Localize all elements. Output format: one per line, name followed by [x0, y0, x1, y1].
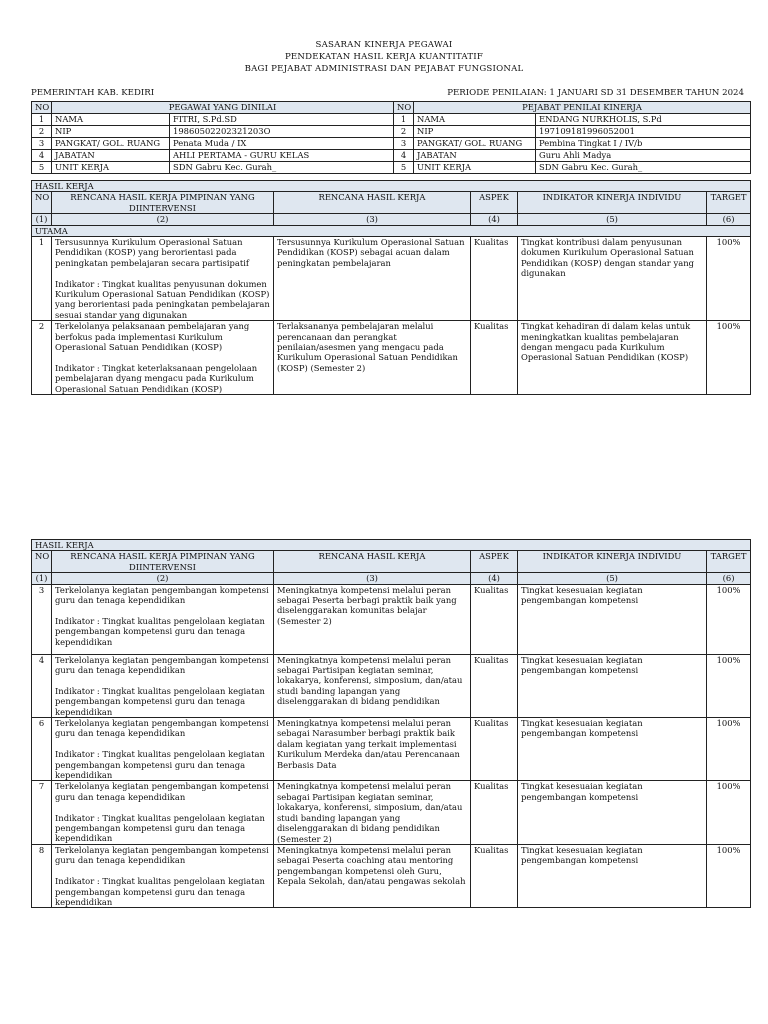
- performance-indicator: Tingkat kesesuaian kegiatan pengembangan kompetensi: [518, 781, 707, 844]
- row-no: 5: [32, 162, 52, 174]
- target: 100%: [707, 321, 751, 395]
- aspect: Kualitas: [471, 718, 518, 781]
- column-header: RENCANA HASIL KERJA PIMPINAN YANG DIINTERVENSI: [52, 551, 274, 573]
- work-plan: Meningkatnya kompetensi melalui peran sebagai Peserta coaching atau mentoring pengembangan kompetensi oleh Guru, Kepala Sekolah, dan/atau pengawas sekolah: [274, 844, 471, 907]
- target: 100%: [707, 584, 751, 654]
- row-no: 2: [394, 126, 414, 138]
- column-header: RENCANA HASIL KERJA: [274, 551, 471, 573]
- column-number: (5): [518, 573, 707, 584]
- leader-plan-cell: [52, 321, 274, 395]
- row-no: 8: [32, 844, 52, 907]
- row-no: 3: [32, 138, 52, 150]
- field-label: PANGKAT/ GOL. RUANG: [52, 138, 170, 150]
- performance-indicator: Tingkat kesesuaian kegiatan pengembangan kompetensi: [518, 844, 707, 907]
- assessor-position: Guru Ahli Madya: [536, 150, 751, 162]
- field-label: JABATAN: [52, 150, 170, 162]
- performance-indicator: Tingkat kesesuaian kegiatan pengembangan kompetensi: [518, 654, 707, 717]
- employee-nip: 19860502202321203O: [170, 126, 394, 138]
- target: 100%: [707, 718, 751, 781]
- leader-plan: Terkelolanya kegiatan pengembangan kompetensi guru dan tenaga kependidikan: [55, 844, 269, 866]
- field-label: NIP: [52, 126, 170, 138]
- column-number: (4): [471, 214, 518, 225]
- leader-plan-cell: [52, 781, 274, 844]
- employee-name: FITRI, S.Pd.SD: [170, 114, 394, 126]
- column-number: (6): [707, 214, 751, 225]
- performance-indicator: Tingkat kesesuaian kegiatan pengembangan kompetensi: [518, 718, 707, 781]
- column-number: (1): [32, 573, 52, 584]
- leader-plan: Tersusunnya Kurikulum Operasional Satuan Pendidikan (KOSP) yang berorientasi pada peningkatan pembelajaran secara partisipatif: [55, 237, 249, 268]
- column-header: RENCANA HASIL KERJA: [274, 192, 471, 214]
- identity-table: [31, 101, 751, 174]
- column-number: (3): [274, 573, 471, 584]
- column-number: (2): [52, 214, 274, 225]
- column-header: TARGET: [707, 551, 751, 573]
- employee-position: AHLI PERTAMA - GURU KELAS: [170, 150, 394, 162]
- row-no: 6: [32, 718, 52, 781]
- leader-indicator: Indikator : Tingkat kualitas pengelolaan kegiatan pengembangan kompetensi guru dan tenaga kependidikan: [55, 876, 265, 907]
- aspect: Kualitas: [471, 237, 518, 321]
- performance-indicator: Tingkat kesesuaian kegiatan pengembangan kompetensi: [518, 584, 707, 654]
- no-header: NO: [394, 102, 414, 114]
- assessor-unit: SDN Gabru Kec. Gurah_: [536, 162, 751, 174]
- section-label: HASIL KERJA: [32, 181, 751, 192]
- field-label: PANGKAT/ GOL. RUANG: [414, 138, 536, 150]
- aspect: Kualitas: [471, 584, 518, 654]
- row-no: 5: [394, 162, 414, 174]
- table-row: [32, 321, 751, 395]
- leader-plan: Terkelolanya pelaksanaan pembelajaran yang berfokus pada implementasi Kurikulum Operasional Satuan Pendidikan (KOSP): [55, 321, 250, 353]
- aspect: Kualitas: [471, 844, 518, 907]
- leader-indicator: Indikator : Tingkat kualitas pengelolaan kegiatan pengembangan kompetensi guru dan tenaga kependidikan: [55, 615, 265, 647]
- leader-indicator: Indikator : Tingkat kualitas pengelolaan kegiatan pengembangan kompetensi guru dan tenaga kependidikan: [55, 749, 265, 781]
- leader-plan-cell: [52, 654, 274, 717]
- agency-label: PEMERINTAH KAB. KEDIRI: [31, 88, 155, 98]
- leader-plan: Terkelolanya kegiatan pengembangan kompetensi guru dan tenaga kependidikan: [55, 584, 269, 606]
- assessment-period: PERIODE PENILAIAN: 1 JANUARI SD 31 DESEMBER TAHUN 2024: [447, 88, 744, 98]
- column-number: (1): [32, 214, 52, 225]
- leader-indicator: Indikator : Tingkat keterlaksanaan pengelolaan pembelajaran dyang mengacu pada Kurikulum Operasional Satuan Pendidikan (KOSP): [55, 362, 258, 394]
- field-label: UNIT KERJA: [52, 162, 170, 174]
- document-subtitle: PENDEKATAN HASIL KERJA KUANTITATIF: [284, 52, 484, 62]
- leader-plan-cell: [52, 237, 274, 321]
- row-no: 2: [32, 126, 52, 138]
- table-row: [32, 718, 751, 781]
- table-row: [32, 654, 751, 717]
- group-label: UTAMA: [32, 225, 751, 236]
- column-header: NO: [32, 192, 52, 214]
- assessor-nip: 197109181996052001: [536, 126, 751, 138]
- table-row: [32, 237, 751, 321]
- leader-plan-cell: [52, 718, 274, 781]
- target: 100%: [707, 781, 751, 844]
- row-no: 7: [32, 781, 52, 844]
- work-plan: Meningkatnya kompetensi melalui peran sebagai Peserta berbagi praktik baik yang diselenggarakan komunitas belajar (Semester 2): [274, 584, 471, 654]
- column-header: INDIKATOR KINERJA INDIVIDU: [518, 192, 707, 214]
- assessor-rank: Pembina Tingkat I / IV/b: [536, 138, 751, 150]
- target: 100%: [707, 237, 751, 321]
- column-number: (4): [471, 573, 518, 584]
- row-no: 4: [394, 150, 414, 162]
- table-row: [32, 781, 751, 844]
- aspect: Kualitas: [471, 781, 518, 844]
- leader-indicator: Indikator : Tingkat kualitas penyusunan dokumen Kurikulum Operasional Satuan Pendidikan (KOSP) yang berorientasi pada peningkatan pembelajaran sesuai standar yang digunakan: [55, 278, 270, 320]
- column-number: (6): [707, 573, 751, 584]
- aspect: Kualitas: [471, 654, 518, 717]
- document-title-block: [0, 39, 768, 75]
- work-results-table-continued: [31, 539, 751, 908]
- field-label: NAMA: [52, 114, 170, 126]
- column-header: TARGET: [707, 192, 751, 214]
- column-header: ASPEK: [471, 551, 518, 573]
- column-number: (3): [274, 214, 471, 225]
- leader-plan: Terkelolanya kegiatan pengembangan kompetensi guru dan tenaga kependidikan: [55, 718, 269, 739]
- assessor-name: ENDANG NURKHOLIS, S.Pd: [536, 114, 751, 126]
- field-label: NIP: [414, 126, 536, 138]
- column-header: ASPEK: [471, 192, 518, 214]
- work-plan: Meningkatnya kompetensi melalui peran sebagai Narasumber berbagi praktik baik dalam kegiatan yang terkait implementasi Kurikulum Merdeka dan/atau Perencanaan Berbasis Data: [274, 718, 471, 781]
- field-label: NAMA: [414, 114, 536, 126]
- work-plan: Tersusunnya Kurikulum Operasional Satuan Pendidikan (KOSP) sebagai acuan dalam peningkatan pembelajaran: [274, 237, 471, 321]
- column-number: (2): [52, 573, 274, 584]
- target: 100%: [707, 654, 751, 717]
- work-plan: Terlaksananya pembelajaran melalui perencanaan dan perangkat penilaian/asesmen yang mengacu pada Kurikulum Operasional Satuan Pendidikan (KOSP) (Semester 2): [274, 321, 471, 395]
- column-header: INDIKATOR KINERJA INDIVIDU: [518, 551, 707, 573]
- no-header: NO: [32, 102, 52, 114]
- target: 100%: [707, 844, 751, 907]
- document-title: SASARAN KINERJA PEGAWAI: [315, 40, 453, 50]
- identity-row: [32, 126, 751, 138]
- assessor-header: PEJABAT PENILAI KINERJA: [414, 102, 751, 114]
- employee-unit: SDN Gabru Kec. Gurah_: [170, 162, 394, 174]
- row-no: 1: [32, 114, 52, 126]
- field-label: UNIT KERJA: [414, 162, 536, 174]
- identity-row: [32, 138, 751, 150]
- document-subtitle-2: BAGI PEJABAT ADMINISTRASI DAN PEJABAT FUNGSIONAL: [244, 64, 524, 74]
- leader-indicator: Indikator : Tingkat kualitas pengelolaan kegiatan pengembangan kompetensi guru dan tenaga kependidikan: [55, 685, 265, 717]
- employee-rank: Penata Muda / IX: [170, 138, 394, 150]
- performance-indicator: Tingkat kehadiran di dalam kelas untuk meningkatkan kualitas pembelajaran dengan mengacu pada Kurikulum Operasional Satuan Pendidikan (KOSP): [518, 321, 707, 395]
- leader-plan-cell: [52, 584, 274, 654]
- table-row: [32, 844, 751, 907]
- leader-plan: Terkelolanya kegiatan pengembangan kompetensi guru dan tenaga kependidikan: [55, 781, 269, 802]
- employee-header: PEGAWAI YANG DINILAI: [52, 102, 394, 114]
- column-number: (5): [518, 214, 707, 225]
- row-no: 1: [32, 237, 52, 321]
- identity-row: [32, 150, 751, 162]
- row-no: 4: [32, 654, 52, 717]
- identity-row: [32, 114, 751, 126]
- work-results-table: [31, 180, 751, 395]
- row-no: 1: [394, 114, 414, 126]
- identity-row: [32, 162, 751, 174]
- work-plan: Meningkatnya kompetensi melalui peran sebagai Partisipan kegiatan seminar, lokakarya, konferensi, simposium, dan/atau studi banding lapangan yang diselenggarakan di bidang pendidikan (Semester 2): [274, 781, 471, 844]
- leader-plan: Terkelolanya kegiatan pengembangan kompetensi guru dan tenaga kependidikan: [55, 654, 269, 676]
- row-no: 4: [32, 150, 52, 162]
- column-header: RENCANA HASIL KERJA PIMPINAN YANG DIINTERVENSI: [52, 192, 274, 214]
- aspect: Kualitas: [471, 321, 518, 395]
- field-label: JABATAN: [414, 150, 536, 162]
- performance-indicator: Tingkat kontribusi dalam penyusunan dokumen Kurikulum Operasional Satuan Pendidikan (KOSP) dengan standar yang digunakan: [518, 237, 707, 321]
- section-label: HASIL KERJA: [32, 540, 751, 551]
- table-row: [32, 584, 751, 654]
- row-no: 2: [32, 321, 52, 395]
- row-no: 3: [394, 138, 414, 150]
- leader-plan-cell: [52, 844, 274, 907]
- row-no: 3: [32, 584, 52, 654]
- work-plan: Meningkatnya kompetensi melalui peran sebagai Partisipan kegiatan seminar, lokakarya, konferensi, simposium, dan/atau studi banding lapangan yang diselenggarakan di bidang pendidikan: [274, 654, 471, 717]
- column-header: NO: [32, 551, 52, 573]
- leader-indicator: Indikator : Tingkat kualitas pengelolaan kegiatan pengembangan kompetensi guru dan tenaga kependidikan: [55, 812, 265, 844]
